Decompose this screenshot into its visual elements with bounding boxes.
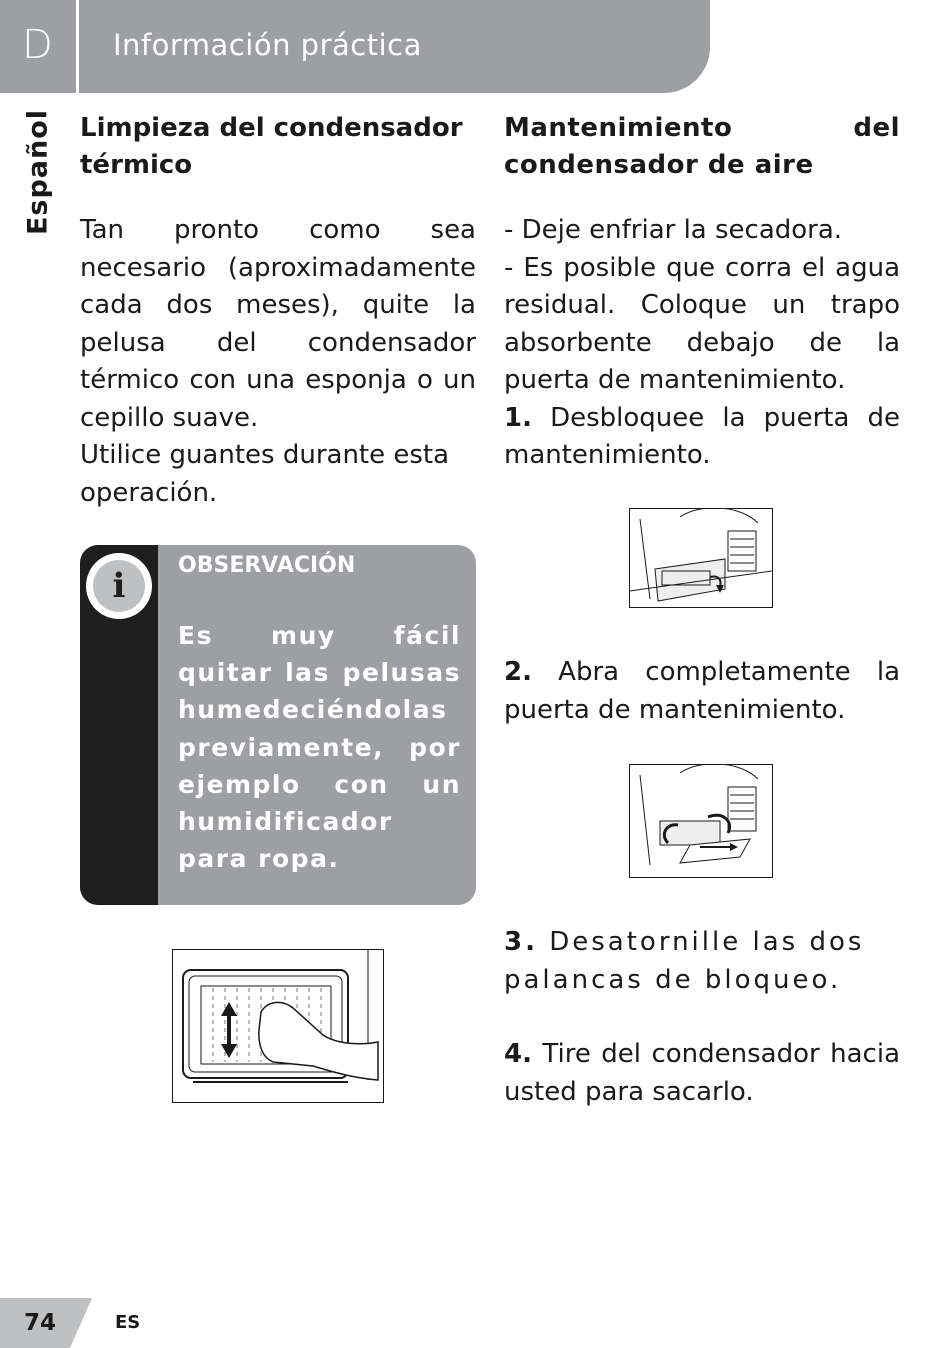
note-box (80, 545, 476, 905)
step-1-illustration (629, 508, 773, 608)
section-title: Información práctica (113, 28, 422, 62)
step-2-block (504, 654, 900, 729)
instruction-cool-dryer: - Deje enfriar la secadora. (504, 215, 843, 245)
header-divider (76, 0, 79, 93)
left-heading: Limpieza del condensador térmico (80, 113, 463, 180)
left-paragraph-2: Utilice guantes durante esta operación. (80, 440, 450, 508)
step-2-illustration (629, 764, 773, 878)
footer-language-code: ES (115, 1312, 141, 1333)
step-4 (504, 1036, 900, 1111)
info-icon: i (86, 553, 152, 619)
step-1-text: Desbloquee la puerta de mantenimiento. (504, 402, 901, 470)
step-3-text: Desatornille las dos palancas de bloqueo. (504, 927, 865, 995)
left-column (80, 110, 476, 512)
right-heading: Mantenimiento del condensador de aire (504, 113, 900, 180)
language-side-label (18, 108, 58, 236)
language-label-text: Español (22, 108, 54, 236)
condenser-cleaning-illustration (172, 949, 384, 1103)
step-2-number: 2. (504, 657, 532, 687)
steps-3-4-block (504, 924, 900, 1111)
instruction-residual-water: - Es posible que corra el agua residual. Coloque un trapo absorbente debajo de la puerta de mantenimiento. (504, 252, 900, 395)
note-title: OBSERVACIÓN (178, 553, 356, 578)
step-1 (504, 400, 900, 475)
section-letter: D (22, 22, 53, 68)
step-4-text: Tire del condensador hacia usted para sacarlo. (504, 1039, 900, 1107)
note-text: Es muy fácil quitar las pelusas humedeciéndolas previamente, por ejemplo con un humidificador para ropa. (178, 621, 461, 874)
step-4-number: 4. (504, 1039, 532, 1069)
step-3-number: 3. (504, 927, 538, 957)
step-2 (504, 654, 900, 729)
step-1-number: 1. (504, 402, 532, 433)
right-column (504, 110, 900, 475)
left-paragraph-1: Tan pronto como sea necesario (aproximadamente cada dos meses), quite la pelusa del condensador térmico con una esponja o un cepillo suave. (80, 215, 476, 433)
step-2-text: Abra completamente la puerta de mantenimiento. (504, 657, 900, 725)
page-header (0, 0, 710, 93)
note-side-bar (80, 545, 158, 905)
step-3 (504, 924, 900, 999)
page-number: 74 (24, 1310, 57, 1336)
